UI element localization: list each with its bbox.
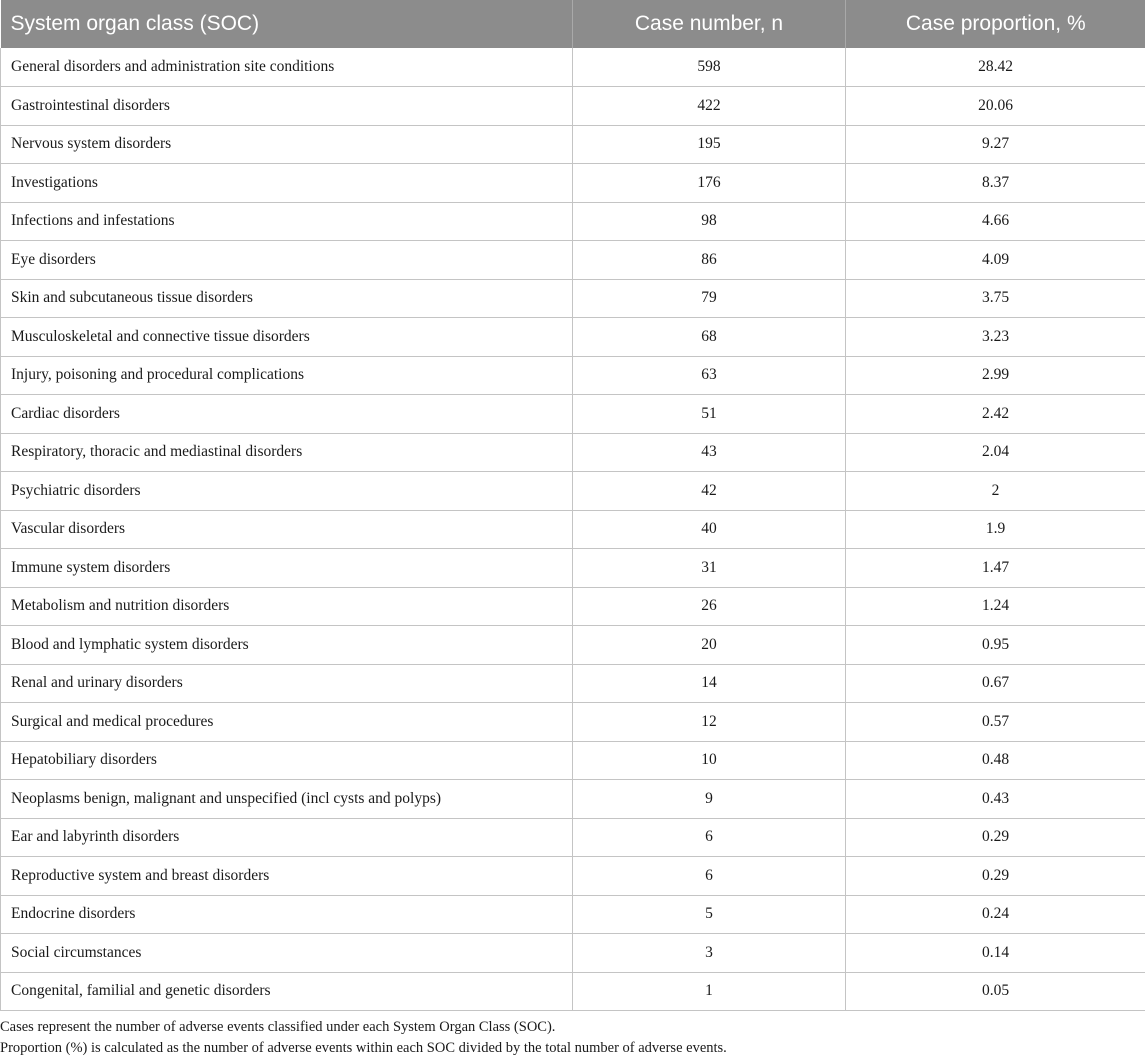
cell-soc: Infections and infestations	[1, 202, 573, 241]
cell-soc: Renal and urinary disorders	[1, 664, 573, 703]
table-row	[1, 279, 1145, 318]
table-row	[1, 741, 1145, 780]
table-row	[1, 356, 1145, 395]
table-row	[1, 972, 1145, 1011]
cell-soc: Metabolism and nutrition disorders	[1, 587, 573, 626]
footnote-proportion: Proportion (%) is calculated as the number of adverse events within each SOC divided by the total number of adverse events.	[0, 1038, 1145, 1059]
cell-case-proportion: 3.23	[846, 318, 1145, 357]
cell-soc: Musculoskeletal and connective tissue disorders	[1, 318, 573, 357]
cell-soc: Investigations	[1, 164, 573, 203]
cell-case-proportion: 2	[846, 472, 1145, 511]
cell-case-number: 40	[573, 510, 846, 549]
cell-soc: Injury, poisoning and procedural complications	[1, 356, 573, 395]
cell-case-proportion: 2.42	[846, 395, 1145, 434]
table-row	[1, 818, 1145, 857]
cell-case-number: 51	[573, 395, 846, 434]
cell-soc: Cardiac disorders	[1, 395, 573, 434]
table-row	[1, 472, 1145, 511]
cell-case-number: 6	[573, 857, 846, 896]
cell-case-proportion: 1.47	[846, 549, 1145, 588]
table-row	[1, 510, 1145, 549]
table-row	[1, 587, 1145, 626]
footnote-cases: Cases represent the number of adverse events classified under each System Organ Class (SOC).	[0, 1017, 1145, 1038]
cell-case-number: 3	[573, 934, 846, 973]
cell-case-number: 10	[573, 741, 846, 780]
cell-case-proportion: 0.57	[846, 703, 1145, 742]
table-body	[1, 48, 1145, 1011]
cell-case-number: 42	[573, 472, 846, 511]
table-row	[1, 48, 1145, 87]
cell-case-number: 63	[573, 356, 846, 395]
cell-soc: Gastrointestinal disorders	[1, 87, 573, 126]
cell-soc: Respiratory, thoracic and mediastinal disorders	[1, 433, 573, 472]
table-row	[1, 857, 1145, 896]
cell-case-proportion: 0.29	[846, 857, 1145, 896]
table-header	[1, 0, 1145, 48]
cell-case-number: 422	[573, 87, 846, 126]
cell-case-number: 12	[573, 703, 846, 742]
cell-soc: Endocrine disorders	[1, 895, 573, 934]
cell-case-proportion: 1.9	[846, 510, 1145, 549]
cell-case-proportion: 0.48	[846, 741, 1145, 780]
cell-case-proportion: 0.43	[846, 780, 1145, 819]
cell-case-number: 26	[573, 587, 846, 626]
cell-case-number: 68	[573, 318, 846, 357]
header-case-number: Case number, n	[573, 0, 846, 48]
table-row	[1, 125, 1145, 164]
cell-soc: Reproductive system and breast disorders	[1, 857, 573, 896]
table-footnotes	[0, 1011, 1145, 1059]
cell-soc: Vascular disorders	[1, 510, 573, 549]
table-row	[1, 664, 1145, 703]
cell-case-proportion: 20.06	[846, 87, 1145, 126]
table-row	[1, 318, 1145, 357]
cell-case-proportion: 0.29	[846, 818, 1145, 857]
cell-case-proportion: 28.42	[846, 48, 1145, 87]
cell-soc: Neoplasms benign, malignant and unspecified (incl cysts and polyps)	[1, 780, 573, 819]
cell-case-proportion: 3.75	[846, 279, 1145, 318]
cell-soc: General disorders and administration site conditions	[1, 48, 573, 87]
cell-case-number: 79	[573, 279, 846, 318]
cell-soc: Immune system disorders	[1, 549, 573, 588]
table-row	[1, 780, 1145, 819]
cell-case-proportion: 1.24	[846, 587, 1145, 626]
cell-case-proportion: 4.66	[846, 202, 1145, 241]
cell-case-number: 43	[573, 433, 846, 472]
cell-soc: Psychiatric disorders	[1, 472, 573, 511]
cell-case-proportion: 2.04	[846, 433, 1145, 472]
cell-case-number: 31	[573, 549, 846, 588]
cell-soc: Nervous system disorders	[1, 125, 573, 164]
table-row	[1, 395, 1145, 434]
header-row	[1, 0, 1145, 48]
cell-case-number: 5	[573, 895, 846, 934]
cell-soc: Hepatobiliary disorders	[1, 741, 573, 780]
table-row	[1, 895, 1145, 934]
cell-case-number: 86	[573, 241, 846, 280]
header-soc: System organ class (SOC)	[1, 0, 573, 48]
cell-case-proportion: 0.14	[846, 934, 1145, 973]
cell-case-number: 20	[573, 626, 846, 665]
cell-soc: Eye disorders	[1, 241, 573, 280]
cell-case-number: 14	[573, 664, 846, 703]
cell-case-proportion: 9.27	[846, 125, 1145, 164]
table-row	[1, 934, 1145, 973]
cell-soc: Surgical and medical procedures	[1, 703, 573, 742]
cell-soc: Ear and labyrinth disorders	[1, 818, 573, 857]
cell-case-number: 195	[573, 125, 846, 164]
cell-case-proportion: 2.99	[846, 356, 1145, 395]
cell-case-number: 98	[573, 202, 846, 241]
table-row	[1, 164, 1145, 203]
table-row	[1, 433, 1145, 472]
table-row	[1, 202, 1145, 241]
cell-case-number: 9	[573, 780, 846, 819]
table-row	[1, 549, 1145, 588]
cell-soc: Skin and subcutaneous tissue disorders	[1, 279, 573, 318]
table-row	[1, 626, 1145, 665]
cell-case-number: 598	[573, 48, 846, 87]
header-case-proportion: Case proportion, %	[846, 0, 1145, 48]
cell-case-proportion: 0.24	[846, 895, 1145, 934]
cell-soc: Social circumstances	[1, 934, 573, 973]
table-row	[1, 241, 1145, 280]
cell-case-number: 6	[573, 818, 846, 857]
cell-case-number: 1	[573, 972, 846, 1011]
table-row	[1, 87, 1145, 126]
cell-case-proportion: 0.05	[846, 972, 1145, 1011]
cell-case-proportion: 0.95	[846, 626, 1145, 665]
cell-case-proportion: 0.67	[846, 664, 1145, 703]
cell-case-proportion: 8.37	[846, 164, 1145, 203]
table-row	[1, 703, 1145, 742]
cell-case-proportion: 4.09	[846, 241, 1145, 280]
cell-soc: Congenital, familial and genetic disorders	[1, 972, 573, 1011]
cell-case-number: 176	[573, 164, 846, 203]
cell-soc: Blood and lymphatic system disorders	[1, 626, 573, 665]
